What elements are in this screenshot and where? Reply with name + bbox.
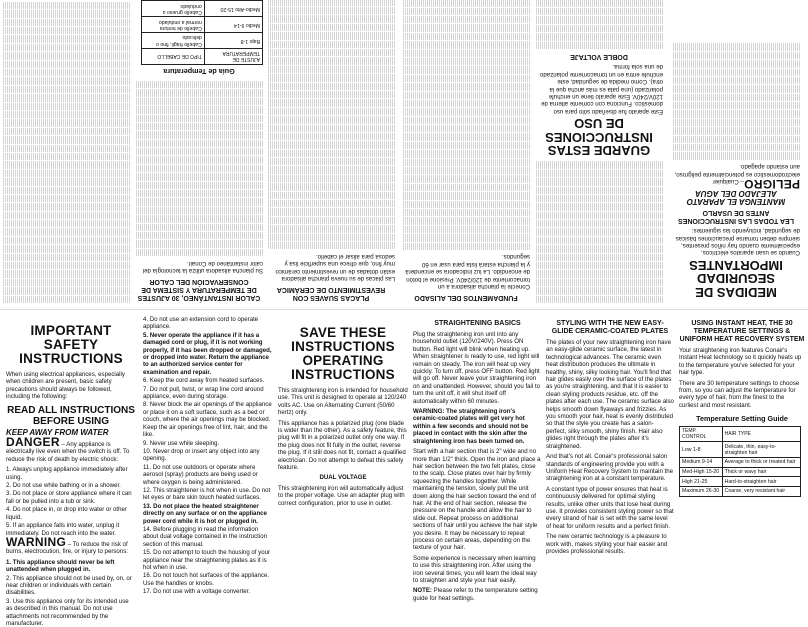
spanish-section-upside-down [0,0,808,309]
table-header-row [680,426,801,442]
warning-word: WARNING [6,534,67,549]
es-table-header: TIPO DE CABELLO [142,48,205,64]
operating-p2: This appliance has a polarized plug (one blade is wider than the other). As a safety feature, this plug will fit in a polarized outlet only one way. If the plug does not fit fully in the outlet, reverse the plug. If it still does not fit, contact a qualified electrician. Do not attempt to defeat this safety feature. [278,419,407,472]
danger-list [6,466,136,537]
danger-word: DANGER [6,435,60,450]
es-column-2 [535,4,663,303]
table-cell: Maximum 26-30 [680,486,723,496]
ceramic-p2: And that's not all. Conair's professional salon standards of engineering provide you with a Uniform Heat Recovery System to maintain the straightening iron at a constant temperature. [546,453,674,483]
warning-item: 14. Before plugging in read the information about dual voltage contained in the instruction section of this manual. [143,525,267,548]
ceramic-p1: The plates of your new straightening iron have an easy-glide ceramic surface, the latest in technological advances. The ceramic even heat distribution produces the ultimate in healthy, shiny, silky looking hair. You'll find that hair glides easily over the surface of the plates as you're straightening, and that it is easier to clean styling products residue, etc. off the plates after each use. The ceramic surface also helps smooth down flyaways and frizzies. As you smooth your hair, heat is evenly distributed so that the style you create has a salon-perfect, silky smooth, shiny finish. Hair also glides right through the plates after it's straightened. [546,339,674,450]
warning-item: 1. This appliance should never be left unattended when plugged in. [6,558,115,574]
danger-item: 1. Always unplug appliance immediately after using. [6,466,128,481]
es-title-plates: PLACAS SUAVES CON REVESTIMIENTO DE CERÁMICA [276,286,386,301]
table-cell: Thick or wavy hair [722,467,800,477]
table-cell: Average to thick or treated hair [722,458,800,468]
warning-item: 11. Do not use outdoors or operate where aerosol (spray) products are being used or where oxygen is being administered. [143,463,258,486]
es-temperature-table [141,0,263,65]
es-dual-voltage: DOBLE VOLTAJE [570,53,628,61]
operating-p3: This straightening iron will automatically adjust to the proper voltage. Use an adapter plug with correct configuration, prior to use in outlet. [278,484,405,507]
es-column-4 [267,4,395,303]
warning-item: 13. Do not place the heated straightener directly on any surface or on the appliance power cord while it is hot or plugged in. [143,502,267,525]
table-cell: High 21-25 [680,477,723,487]
ceramic-p3: A constant type of power ensures that heat is continuously delivered for optimal styling results, unlike other units that lose heat during use. It provides consistent styling power so that every strand of hair is set with the same level of heat for uniform results and a perfect finish. [546,485,674,530]
es-title-basics: FUNDAMENTOS DEL ALISADO [414,294,518,301]
warning-lead: – To reduce the risk of burns, electrocution, fire, or injury to persons: [6,540,128,556]
table-header: TEMP. CONTROL [680,426,723,442]
table-cell: Medium 9-14 [680,458,723,468]
column-ceramic-plates [546,316,674,615]
warning-item: 9. Never use while sleeping. [143,439,220,447]
es-heat-text: Su plancha alisadora utiliza la tecnología del calor instantáneo de Conair. [142,259,263,274]
instant-heat-p1: Your straightening iron features Conair's Instant Heat technology so it quickly heats up to the temperature you've selected for your hair type. [679,347,802,377]
es-table-cell: Medio 9-14 [204,17,262,33]
table-cell: Coarse, very resistant hair [722,486,800,496]
warning-item: 2. This appliance should not be used by, on, or near children or individuals with certain disabilities. [6,574,132,597]
table-cell: Delicate, thin, easy-to-straighten hair [722,442,800,458]
es-basics-text: Conecte la plancha alisadora a un tomacorriente de 120/240V. Presione el botón de encendido. La luz indicadora se encenderá y la plancha estará lista para usar en 60 segundos. [405,253,530,290]
instant-heat-p2: There are 30 temperature settings to choose from, so you can adjust the temperature for every type of hair, from the finest to the curliest and most resistant. [679,379,800,409]
operating-title: SAVE THESE INSTRUCTIONS OPERATING INSTRUCTIONS [291,325,395,382]
warning-item: 16. Do not touch hot surfaces of the appliance. Use the handles or knobs. [143,572,270,587]
es-column-5 [135,4,263,303]
safety-title: IMPORTANT SAFETY INSTRUCTIONS [19,323,123,366]
warning-item: 12. This straightener is hot when in use. Do not let eyes or bare skin touch heated surfaces. [143,486,271,502]
basics-warning: WARNING: The straightening iron's ceramic-coated plates will get very hot within a few seconds and should not be placed in contact with the skin after the straightening iron has been turned on. [413,408,529,445]
basics-p3: Some experience is necessary when learning to use this straightening iron. After using the iron several times, you will learn the ideal way to straighten and style your hair easily. [413,554,537,584]
column-straightening-basics [413,316,542,615]
es-guide-title: Guía de Temperatura [163,66,235,76]
es-danger-word: PELIGRO [743,177,800,192]
table-row [680,458,801,468]
english-section [0,310,808,627]
warning-list-continued [143,316,272,596]
table-cell: Hard-to-straighten hair [722,477,800,487]
basics-p2: Start with a hair section that is 2" wide and no more than 1/2" thick. Open the iron and place a hair section between the two felt plates, close to the scalp. Close plates over hair by firmly squeezing the handles together. While maintaining the tension, slowly pull the unit down along the hair section toward the end of hair. At the end of hair section, release the pressure on the handle and allow the hair to slide out. Repeat process on additional sections of hair until you achieve the hair style you desire. It may be necessary to repeat process on certain areas, depending on the texture of your hair. [413,448,541,552]
danger-item: 4. Do not place in, or drop into water or other liquid. [6,506,127,521]
es-table-cell: Cabello frágil, fino o delicado [142,33,205,49]
warning-item: 3. Use this appliance only for its intended use as described in this manual. Do not use attachments not recommended by the manufacturer. [6,597,129,627]
operating-p1: This straightening iron is intended for household use. This unit is designed to operate at 120/240 volts AC. Use on Alternating Current (50/60 hertz) only. [278,387,408,417]
es-title-save: GUARDE ESTAS INSTRUCCIONES DE USO [545,116,653,159]
warning-item: 15. Do not attempt to touch the housing of your appliance near the straightening plates as it is hot when in use. [143,549,271,571]
es-intro: Cuando se usan aparatos eléctricos, especialmente cuando hay niños presentes, siempre deben tomarse precauciones básicas de seguridad, incluyendo las siguientes: [675,227,800,257]
es-table-cell [142,0,205,1]
es-read-heading: LEA TODAS LAS INSTRUCCIONES ANTES DE USARLO [678,208,794,224]
table-row [680,486,801,496]
warning-item: 7. Do not pull, twist, or wrap line cord around appliance, even during storage. [143,385,264,401]
table-cell: Med-High 15-20 [680,467,723,477]
instant-heat-title: USING INSTANT HEAT, THE 30 TEMPERATURE SETTINGS & UNIFORM HEAT RECOVERY SYSTEM [679,320,805,343]
es-table-cell [204,0,262,1]
temperature-table [679,426,801,497]
es-table-header: AJUSTE DE TEMPERATURA [204,48,262,64]
es-column-1 [672,4,800,303]
es-column-3 [402,4,530,303]
ceramic-title: STYLING WITH THE NEW EASY-GLIDE CERAMIC-COATED PLATES [551,320,669,335]
read-heading: READ ALL INSTRUCTIONS BEFORE USING [7,404,135,427]
es-keep-away: MANTENGA EL APARATO ALEJADO DEL AGUA [686,189,786,206]
es-table-cell: Medio-Alto 15-20 [204,1,262,17]
es-title-heat: CALOR INSTANTÁNEO, 30 AJUSTES DE TEMPERATURA Y SISTEMA DE CONSERVACIÓN DEL CALOR [137,278,261,301]
warning-item: 4. Do not use an extension cord to operate appliance. [143,316,259,331]
danger-item: 2. Do not use while bathing or in a shower. [6,482,121,490]
es-table-cell: Bajo 1-8 [204,33,262,49]
note-label: NOTE: [413,587,432,595]
table-row [680,477,801,487]
es-plates-text: Las placas de su nueva plancha alisadora están dotadas de un revestimiento cerámico muy fino, que ofrece una superficie lisa y sedosa para alisar el cabello. [275,252,395,282]
danger-item: 3. Do not place or store appliance where it can fall or be pulled into a tub or sink. [6,490,132,505]
table-cell: Low 1-8 [680,442,723,458]
column-instant-heat [679,316,805,615]
danger-lead: – Any appliance is electrically live even when the switch is off. To reduce the risk of death by electric shock: [6,441,130,463]
table-header: HAIR TYPE [722,426,800,442]
warning-item: 17. Do not use with a voltage converter. [143,588,251,596]
column-warnings-continued [143,316,272,615]
warning-item: 6. Keep the cord away from heated surfaces. [143,377,265,385]
column-operating [278,316,408,615]
ceramic-p4: The new ceramic technology is a pleasure to work with, makes styling your hair easier and provides professional results. [546,533,668,555]
es-table-cell: Cabello grueso u ondulado [142,1,205,17]
basics-p1: Plug the straightening iron unit into any household outlet (120V/240V). Press ON button. Red light will blink when heating up. When straightener is ready to use, red light will remain on steady. The iron will heat up very quickly. To turn off, press OFF button. Red light will go off. Never leave your straightening iron on and unattended. However, should you fail to turn the unit off, it will shut itself off automatically within 60 minutes. [413,331,541,405]
warning-item: 8. Never block the air openings of the appliance or place it on a soft surface, such as a bed or couch, where the air openings may be blocked. Keep the air openings free of lint, hair, and the like. [143,401,272,439]
es-column-6 [2,4,130,303]
es-danger-text: – Cualquier electrodoméstico es potencialmente peligroso, aun estando apagado. [674,163,800,186]
es-title-safety: MEDIDAS DE SEGURIDAD IMPORTANTES [689,258,783,300]
keep-away-heading: KEEP AWAY FROM WATER [6,427,109,437]
warning-item: 5. Never operate the appliance if it has a damaged cord or plug, if it is not working properly, if it has been dropped or damaged, or dropped into water. Return the appliance to an authorized service center for examination and repair. [143,331,272,376]
es-table-cell: Cabello de textura normal a ondulado [142,17,205,33]
safety-intro: When using electrical appliances, especially when children are present, basic safety precautions should always be followed, including the following: [6,371,125,401]
basics-title: STRAIGHTENING BASICS [434,320,521,327]
warning-item: 10. Never drop or insert any object into any opening. [143,447,260,463]
guide-title: Temperature Setting Guide [696,414,788,424]
table-row [680,467,801,477]
column-safety [6,316,136,627]
dual-voltage-heading: DUAL VOLTAGE [319,474,367,482]
warning-list [6,559,136,627]
es-save-text: Este aparato fue diseñado sólo para uso doméstico. Funciona con corriente alterna de 120V/240V. Este aparato tiene un enchufe polarizado (una pata es más ancha que la otra). Como medida de seguridad, este enchufe entra en un tomacorriente polarizado de una sola forma. [540,63,663,115]
table-row [680,442,801,458]
danger-item: 5. If an appliance falls into water, unplug it immediately. Do not reach into the water. [6,522,120,537]
note-text: Please refer to the temperature setting guide for heat settings. [413,587,538,602]
